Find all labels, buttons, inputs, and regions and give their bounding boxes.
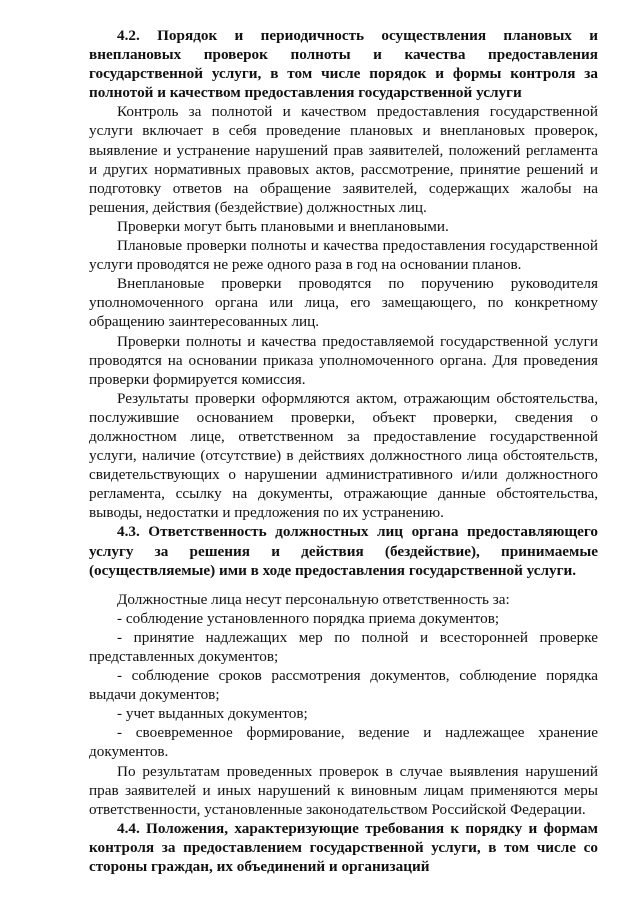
paragraph: По результатам проведенных проверок в случае выявления нарушений прав заявителей и иных нарушений к виновным лицам применяются меры ответственности, установленные законодательством Российской Федерации. [89, 762, 598, 818]
paragraph: Проверки могут быть плановыми и внеплановыми. [117, 217, 449, 235]
paragraph: Контроль за полнотой и качеством предоставления государственной услуги включает в себя проведение плановых и внеплановых проверок, выявление и устранение нарушений прав заявителей, положений регламента и других нормативных правовых актов, рассмотрение, принятие решений и подготовку ответов на обращение заявителей, содержащих жалобы на решения, действия (бездействие) должностных лиц. [89, 103, 598, 216]
paragraph: Внеплановые проверки проводятся по поручению руководителя уполномоченного органа или лица, его замещающего, по конкретному обращению заинтересованных лиц. [89, 275, 598, 331]
paragraph: Должностные лица несут персональную ответственность за: [117, 590, 510, 608]
section-heading-4-4: 4.4. Положения, характеризующие требования к порядку и формам контроля за предоставлением государственной услуги, в том числе со стороны граждан, их объединений и организаций [89, 819, 598, 876]
section-heading-4-2: 4.2. Порядок и периодичность осуществления плановых и внеплановых проверок полноты и качества предоставления государственной услуги, в том числе порядок и формы контроля за полнотой и качеством предоставления государственной услуги [89, 27, 598, 102]
list-item: - принятие надлежащих мер по полной и всесторонней проверке представленных документов; [89, 628, 598, 665]
list-item: - своевременное формирование, ведение и надлежащее хранение документов. [89, 724, 598, 761]
paragraph: Проверки полноты и качества предоставляемой государственной услуги проводятся на основании приказа уполномоченного органа. Для проведения проверки формируется комиссия. [89, 332, 598, 388]
paragraph: Результаты проверки оформляются актом, отражающим обстоятельства, послужившие основанием проверки, объект проверки, сведения о должностном лице, ответственном за предоставление государственной услуги, наличие (отсутствие) в действиях должностного лица обстоятельств, свидетельствующих о нарушении административного и/или должностного регламента, ссылку на документы, отражающие данные обстоятельства, выводы, недостатки и предложения по их устранению. [89, 389, 598, 522]
list-item: - соблюдение установленного порядка приема документов; [117, 609, 500, 627]
section-heading-4-3: 4.3. Ответственность должностных лиц органа предоставляющего услугу за решения и действия (бездействие), принимаемые (осуществляемые) ими в ходе предоставления государственной услуги. [89, 523, 598, 579]
list-item: - учет выданных документов; [117, 705, 308, 723]
paragraph: Плановые проверки полноты и качества предоставления государственной услуги проводятся не реже одного раза в год на основании планов. [89, 237, 598, 274]
list-item: - соблюдение сроков рассмотрения документов, соблюдение порядка выдачи документов; [89, 667, 598, 704]
spacer [89, 580, 598, 590]
